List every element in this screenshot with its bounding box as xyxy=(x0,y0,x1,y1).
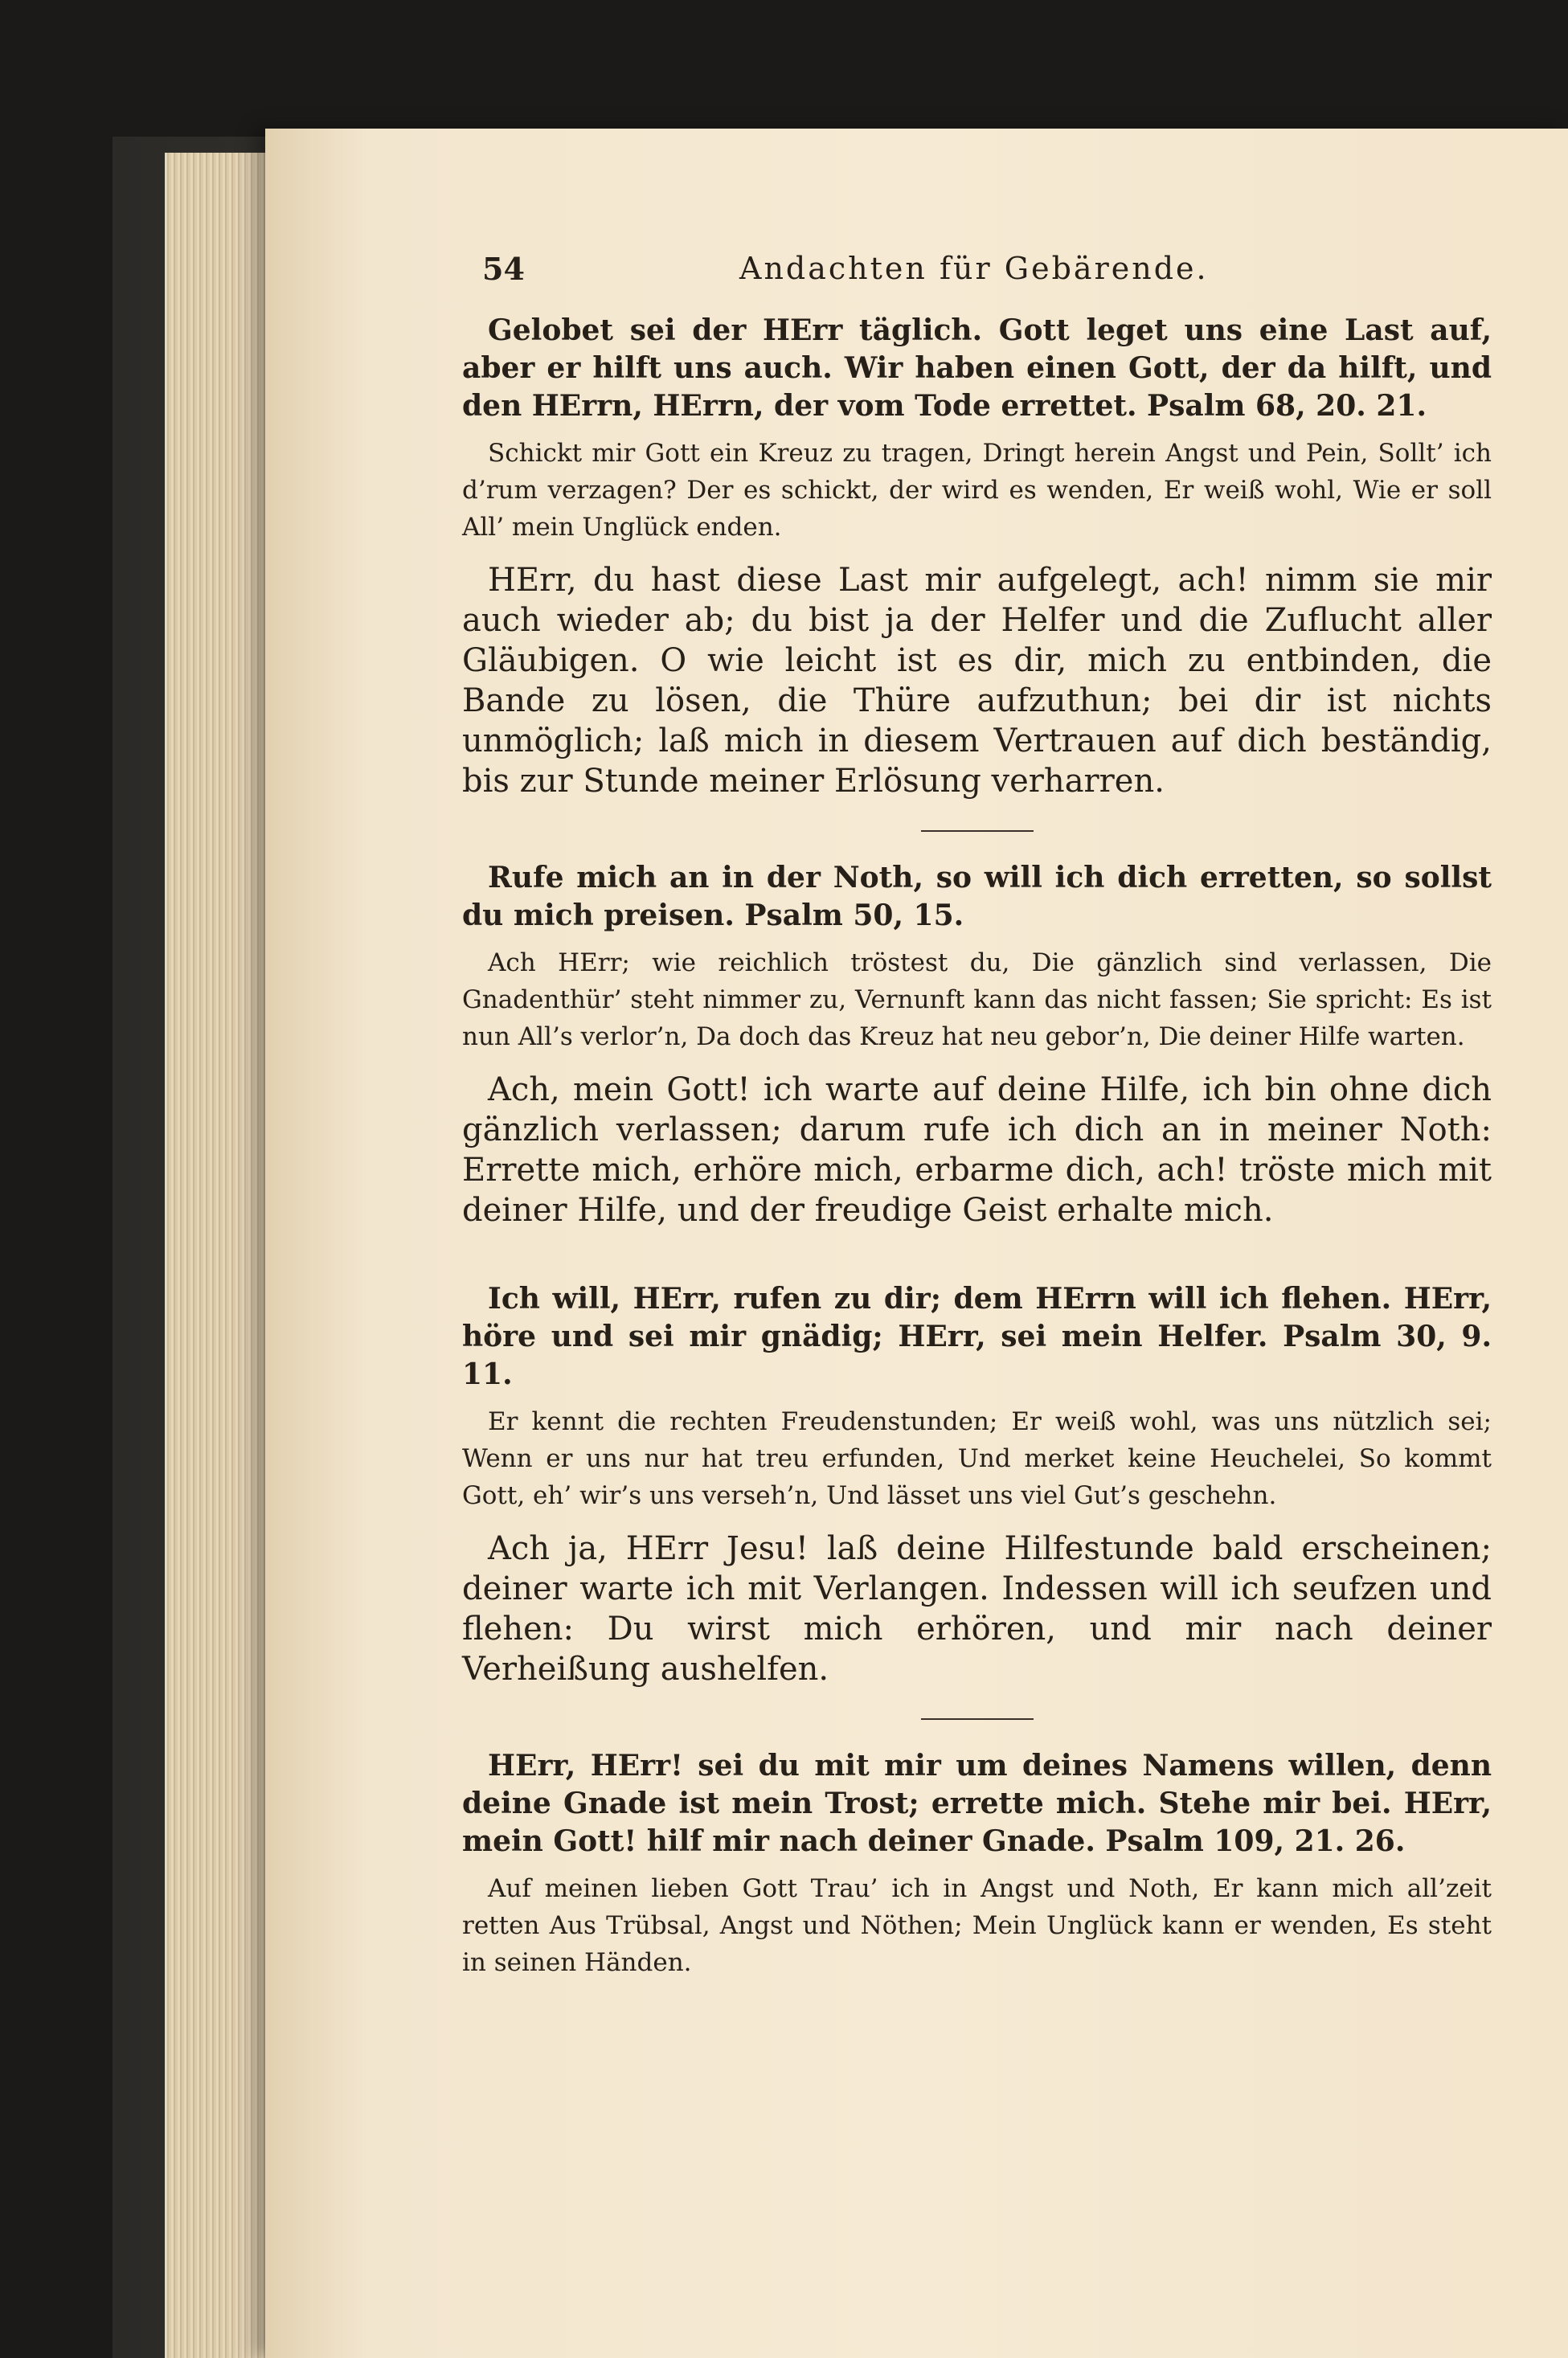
page-number: 54 xyxy=(482,251,525,287)
prayer-text: Ach, mein Gott! ich warte auf deine Hilfe, ich bin ohne dich gänzlich verlassen; darum rufe ich dich an in meiner Noth: Errette mich, erhöre mich, erbarme dich, ach! tröste mich mit deiner Hilfe, und der freudige Geist erhalte mich. xyxy=(462,1071,1492,1229)
page-text xyxy=(462,312,1492,1996)
section-divider xyxy=(921,1718,1034,1720)
section-divider xyxy=(921,830,1034,832)
hymn-verse: Schickt mir Gott ein Kreuz zu tragen, Dringt herein Angst und Pein, Sollt’ ich d’rum verzagen? Der es schickt, der wird es wenden, Er weiß wohl, Wie er soll All’ mein Unglück enden. xyxy=(462,439,1492,542)
page-header xyxy=(482,251,1528,291)
section-spacer xyxy=(921,1251,1034,1253)
prayer-text: Ach ja, HErr Jesu! laß deine Hilfestunde bald erscheinen; deiner warte ich mit Verlangen. Indessen will ich seufzen und flehen: Du wirst mich erhören, und mir nach deiner Verheißung aushelfen. xyxy=(462,1530,1492,1688)
hymn-verse: Er kennt die rechten Freudenstunden; Er weiß wohl, was uns nützlich sei; Wenn er uns nur hat treu erfunden, Und merket keine Heuchelei, So kommt Gott, eh’ wir’s uns verseh’n, Und lässet uns viel Gut’s geschehn. xyxy=(462,1407,1492,1510)
hymn-verse: Auf meinen lieben Gott Trau’ ich in Angst und Noth, Er kann mich all’zeit retten Aus Trübsal, Angst und Nöthen; Mein Unglück kann er wenden, Es steht in seinen Händen. xyxy=(462,1874,1492,1977)
book-page xyxy=(265,129,1568,2358)
running-head: Andachten für Gebärende. xyxy=(739,251,1209,286)
scripture-verse: HErr, HErr! sei du mit mir um deines Namens willen, denn deine Gnade ist mein Trost; errette mich. Stehe mir bei. HErr, mein Gott! hilf mir nach deiner Gnade. Psalm 109, 21. 26. xyxy=(462,1749,1492,1858)
scripture-verse: Gelobet sei der HErr täglich. Gott leget uns eine Last auf, aber er hilft uns auch. Wir haben einen Gott, der da hilft, und den HErrn, HErrn, der vom Tode errettet. Psalm 68, 20. 21. xyxy=(462,313,1492,423)
scripture-verse: Rufe mich an in der Noth, so will ich dich erretten, so sollst du mich preisen. Psalm 50, 15. xyxy=(462,861,1492,932)
scripture-verse: Ich will, HErr, rufen zu dir; dem HErrn will ich flehen. HErr, höre und sei mir gnädig; HErr, sei mein Helfer. Psalm 30, 9. 11. xyxy=(462,1282,1492,1391)
prayer-text: HErr, du hast diese Last mir aufgelegt, ach! nimm sie mir auch wieder ab; du bist ja der Helfer und die Zuflucht aller Gläubigen. O wie leicht ist es dir, mich zu entbinden, die Bande zu lösen, die Thüre aufzuthun; bei dir ist nichts unmöglich; laß mich in diesem Vertrauen auf dich beständig, bis zur Stunde meiner Erlösung verharren. xyxy=(462,562,1492,800)
hymn-verse: Ach HErr; wie reichlich tröstest du, Die gänzlich sind verlassen, Die Gnadenthür’ steht nimmer zu, Vernunft kann das nicht fassen; Sie spricht: Es ist nun All’s verlor’n, Da doch das Kreuz hat neu gebor’n, Die deiner Hilfe warten. xyxy=(462,948,1492,1051)
